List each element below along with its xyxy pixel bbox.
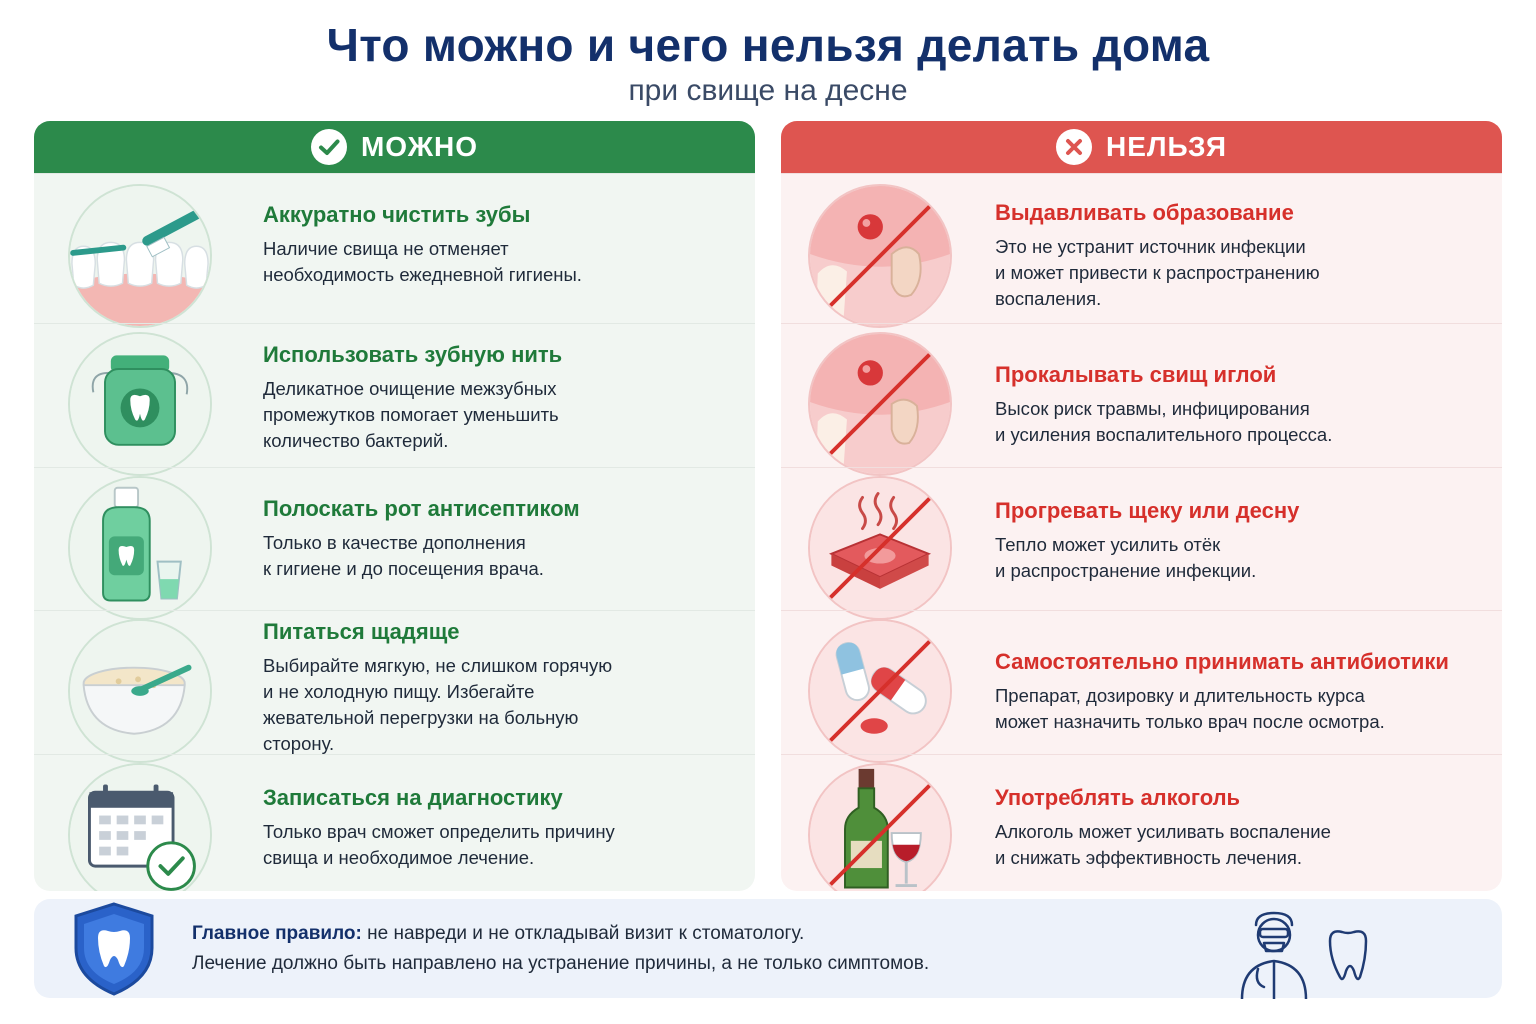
porridge-bowl-icon xyxy=(68,619,212,763)
cannot-item xyxy=(781,754,1502,891)
can-item-desc: Только врач сможет определить причину свища и необходимое лечение. xyxy=(263,820,615,868)
can-item-title: Питаться щадяще xyxy=(263,619,460,645)
page-header xyxy=(0,18,1536,108)
cannot-item-text xyxy=(995,362,1482,448)
main-rule-label: Главное правило: xyxy=(192,923,362,944)
pills-icon xyxy=(808,619,952,763)
cannot-item-desc: Алкоголь может усиливать воспаление и снижать эффективность лечения. xyxy=(995,820,1331,868)
cannot-item-text xyxy=(995,649,1482,735)
cannot-item-title: Выдавливать образование xyxy=(995,200,1294,225)
can-item-title: Записаться на диагностику xyxy=(263,784,563,810)
calendar-check-icon xyxy=(68,763,212,891)
check-circle-icon xyxy=(311,129,347,165)
can-item-desc: Только в качестве дополнения к гигиене и до посещения врача. xyxy=(263,531,544,579)
cannot-item-desc: Препарат, дозировку и длительность курса может назначить только врач после осмотра. xyxy=(995,685,1385,733)
cannot-item-text xyxy=(995,498,1482,584)
cannot-column xyxy=(781,121,1502,891)
cannot-item-title: Прогревать щеку или десну xyxy=(995,497,1300,523)
can-item xyxy=(34,754,755,891)
cannot-item xyxy=(781,610,1502,754)
dentist-icon xyxy=(1234,907,1374,999)
can-header xyxy=(34,121,755,173)
can-item-title: Использовать зубную нить xyxy=(263,342,563,367)
can-item-text xyxy=(263,619,735,757)
squeeze-gum-icon xyxy=(808,184,952,328)
cannot-item-title: Прокалывать свищ иглой xyxy=(995,362,1277,387)
can-item xyxy=(34,610,755,754)
cross-circle-icon xyxy=(1056,129,1092,165)
can-item-title: Аккуратно чистить зубы xyxy=(263,202,531,227)
can-item-text xyxy=(263,202,735,288)
cannot-item-desc: Высок риск травмы, инфицирования и усиления воспалительного процесса. xyxy=(995,398,1333,445)
cannot-item-desc: Тепло может усилить отёк и распространение инфекции. xyxy=(995,533,1257,581)
cannot-item-text xyxy=(995,200,1482,312)
cannot-item-title: Употреблять алкоголь xyxy=(995,784,1241,810)
cannot-header xyxy=(781,121,1502,173)
cannot-item-text xyxy=(995,785,1482,871)
can-item-desc: Наличие свища не отменяет необходимость ежедневной гигиены. xyxy=(263,238,582,285)
cannot-item xyxy=(781,467,1502,611)
can-item-title: Полоскать рот антисептиком xyxy=(263,495,580,521)
main-rule-banner xyxy=(34,899,1502,998)
mouthwash-icon xyxy=(68,476,212,620)
can-item xyxy=(34,323,755,467)
shield-tooth-icon xyxy=(68,900,160,998)
can-item-text xyxy=(263,342,735,454)
cannot-item xyxy=(781,323,1502,467)
can-item-desc: Деликатное очищение межзубных промежутков помогает уменьшить количество бактерий. xyxy=(263,378,559,451)
can-item xyxy=(34,173,755,323)
can-label: МОЖНО xyxy=(360,131,479,162)
heating-pad-icon xyxy=(808,476,952,620)
can-item-text xyxy=(263,785,735,871)
can-item xyxy=(34,467,755,611)
cannot-label: НЕЛЬЗЯ xyxy=(1106,131,1227,162)
floss-icon xyxy=(68,332,212,476)
cannot-item-desc: Это не устранит источник инфекции и может привести к распространению воспаления. xyxy=(995,236,1320,309)
wine-icon xyxy=(808,763,952,891)
toothbrush-icon xyxy=(68,184,212,328)
can-item-text xyxy=(263,496,735,582)
page-subtitle: при свище на десне xyxy=(628,74,908,107)
can-column xyxy=(34,121,755,891)
can-item-desc: Выбирайте мягкую, не слишком горячую и не холодную пищу. Избегайте жевательной перегрузки на больную сторону. xyxy=(263,655,613,755)
page-title: Что можно и чего нельзя делать дома xyxy=(326,19,1210,71)
pierce-gum-icon xyxy=(808,332,952,476)
cannot-item xyxy=(781,173,1502,323)
main-rule-text: Главное правило: не навреди и не откладывай визит к стоматологу. Лечение должно быть направлено на устранение причины, а не только симптомов. xyxy=(192,923,930,974)
cannot-item-title: Самостоятельно принимать антибиотики xyxy=(995,649,1449,675)
